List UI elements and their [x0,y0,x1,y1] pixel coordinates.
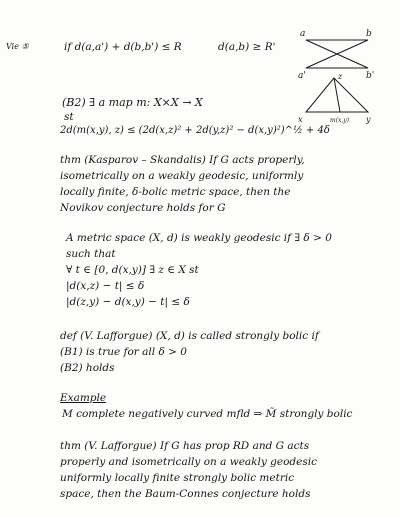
strongly-bolic-def-line-1: def (V. Lafforgue) (X, d) is called strongly bolic if [60,330,319,342]
weakly-geodesic-def-line-5: |d(z,y) − d(x,y) − t| ≤ δ [66,296,190,308]
label-b-prime: b' [366,71,375,81]
theorem-kasparov-line-1: thm (Kasparov – Skandalis) If G acts properly, [60,154,305,166]
label-x: x [298,115,303,124]
label-m: m(x,y) [330,117,350,124]
label-a: a [300,29,306,39]
label-y: y [366,115,371,124]
line-distance-bound: d(a,b) ≥ R' [218,41,276,53]
weakly-geodesic-def-line-2: such that [66,248,116,260]
triangle-figure [300,74,380,124]
example-line: M complete negatively curved mfld ⇒ M̃ strongly bolic [62,408,353,420]
theorem-kasparov-line-4: Novikov conjecture holds for G [60,202,226,214]
margin-note: Vie ⑤ [6,42,29,51]
label-b: b [366,29,372,39]
strongly-bolic-def-line-2: (B1) is true for all δ > 0 [60,346,187,358]
weakly-geodesic-def-line-1: A metric space (X, d) is weakly geodesic if ∃ δ > 0 [66,232,332,244]
label-a-prime: a' [298,71,306,81]
theorem-lafforgue-line-4: space, then the Baum-Connes conjecture holds [60,488,311,500]
theorem-lafforgue-line-1: thm (V. Lafforgue) If G has prop RD and G acts [60,440,310,452]
strongly-bolic-def-line-3: (B2) holds [60,362,115,374]
weakly-geodesic-def-line-3: ∀ t ∈ [0, d(x,y)] ∃ z ∈ X st [66,264,199,276]
theorem-lafforgue-line-2: properly and isometrically on a weakly geodesic [60,456,317,468]
line-b2-map: (B2) ∃ a map m: X×X → X [62,96,203,109]
example-heading: Example [60,392,107,404]
line-b2-inequality: 2d(m(x,y), z) ≤ (2d(x,z)² + 2d(y,z)² − d(x,y)²)^½ + 4δ [60,125,330,136]
weakly-geodesic-def-line-4: |d(x,z) − t| ≤ δ [66,280,145,292]
line-bolicity-condition: if d(a,a') + d(b,b') ≤ R [64,41,182,53]
line-st: st [64,111,74,123]
label-z: z [338,72,343,81]
theorem-kasparov-line-2: isometrically on a weakly geodesic, uniformly [60,170,304,182]
theorem-kasparov-line-3: locally finite, δ-bolic metric space, then the [60,186,291,198]
theorem-lafforgue-line-3: uniformly locally finite strongly bolic metric [60,472,295,484]
